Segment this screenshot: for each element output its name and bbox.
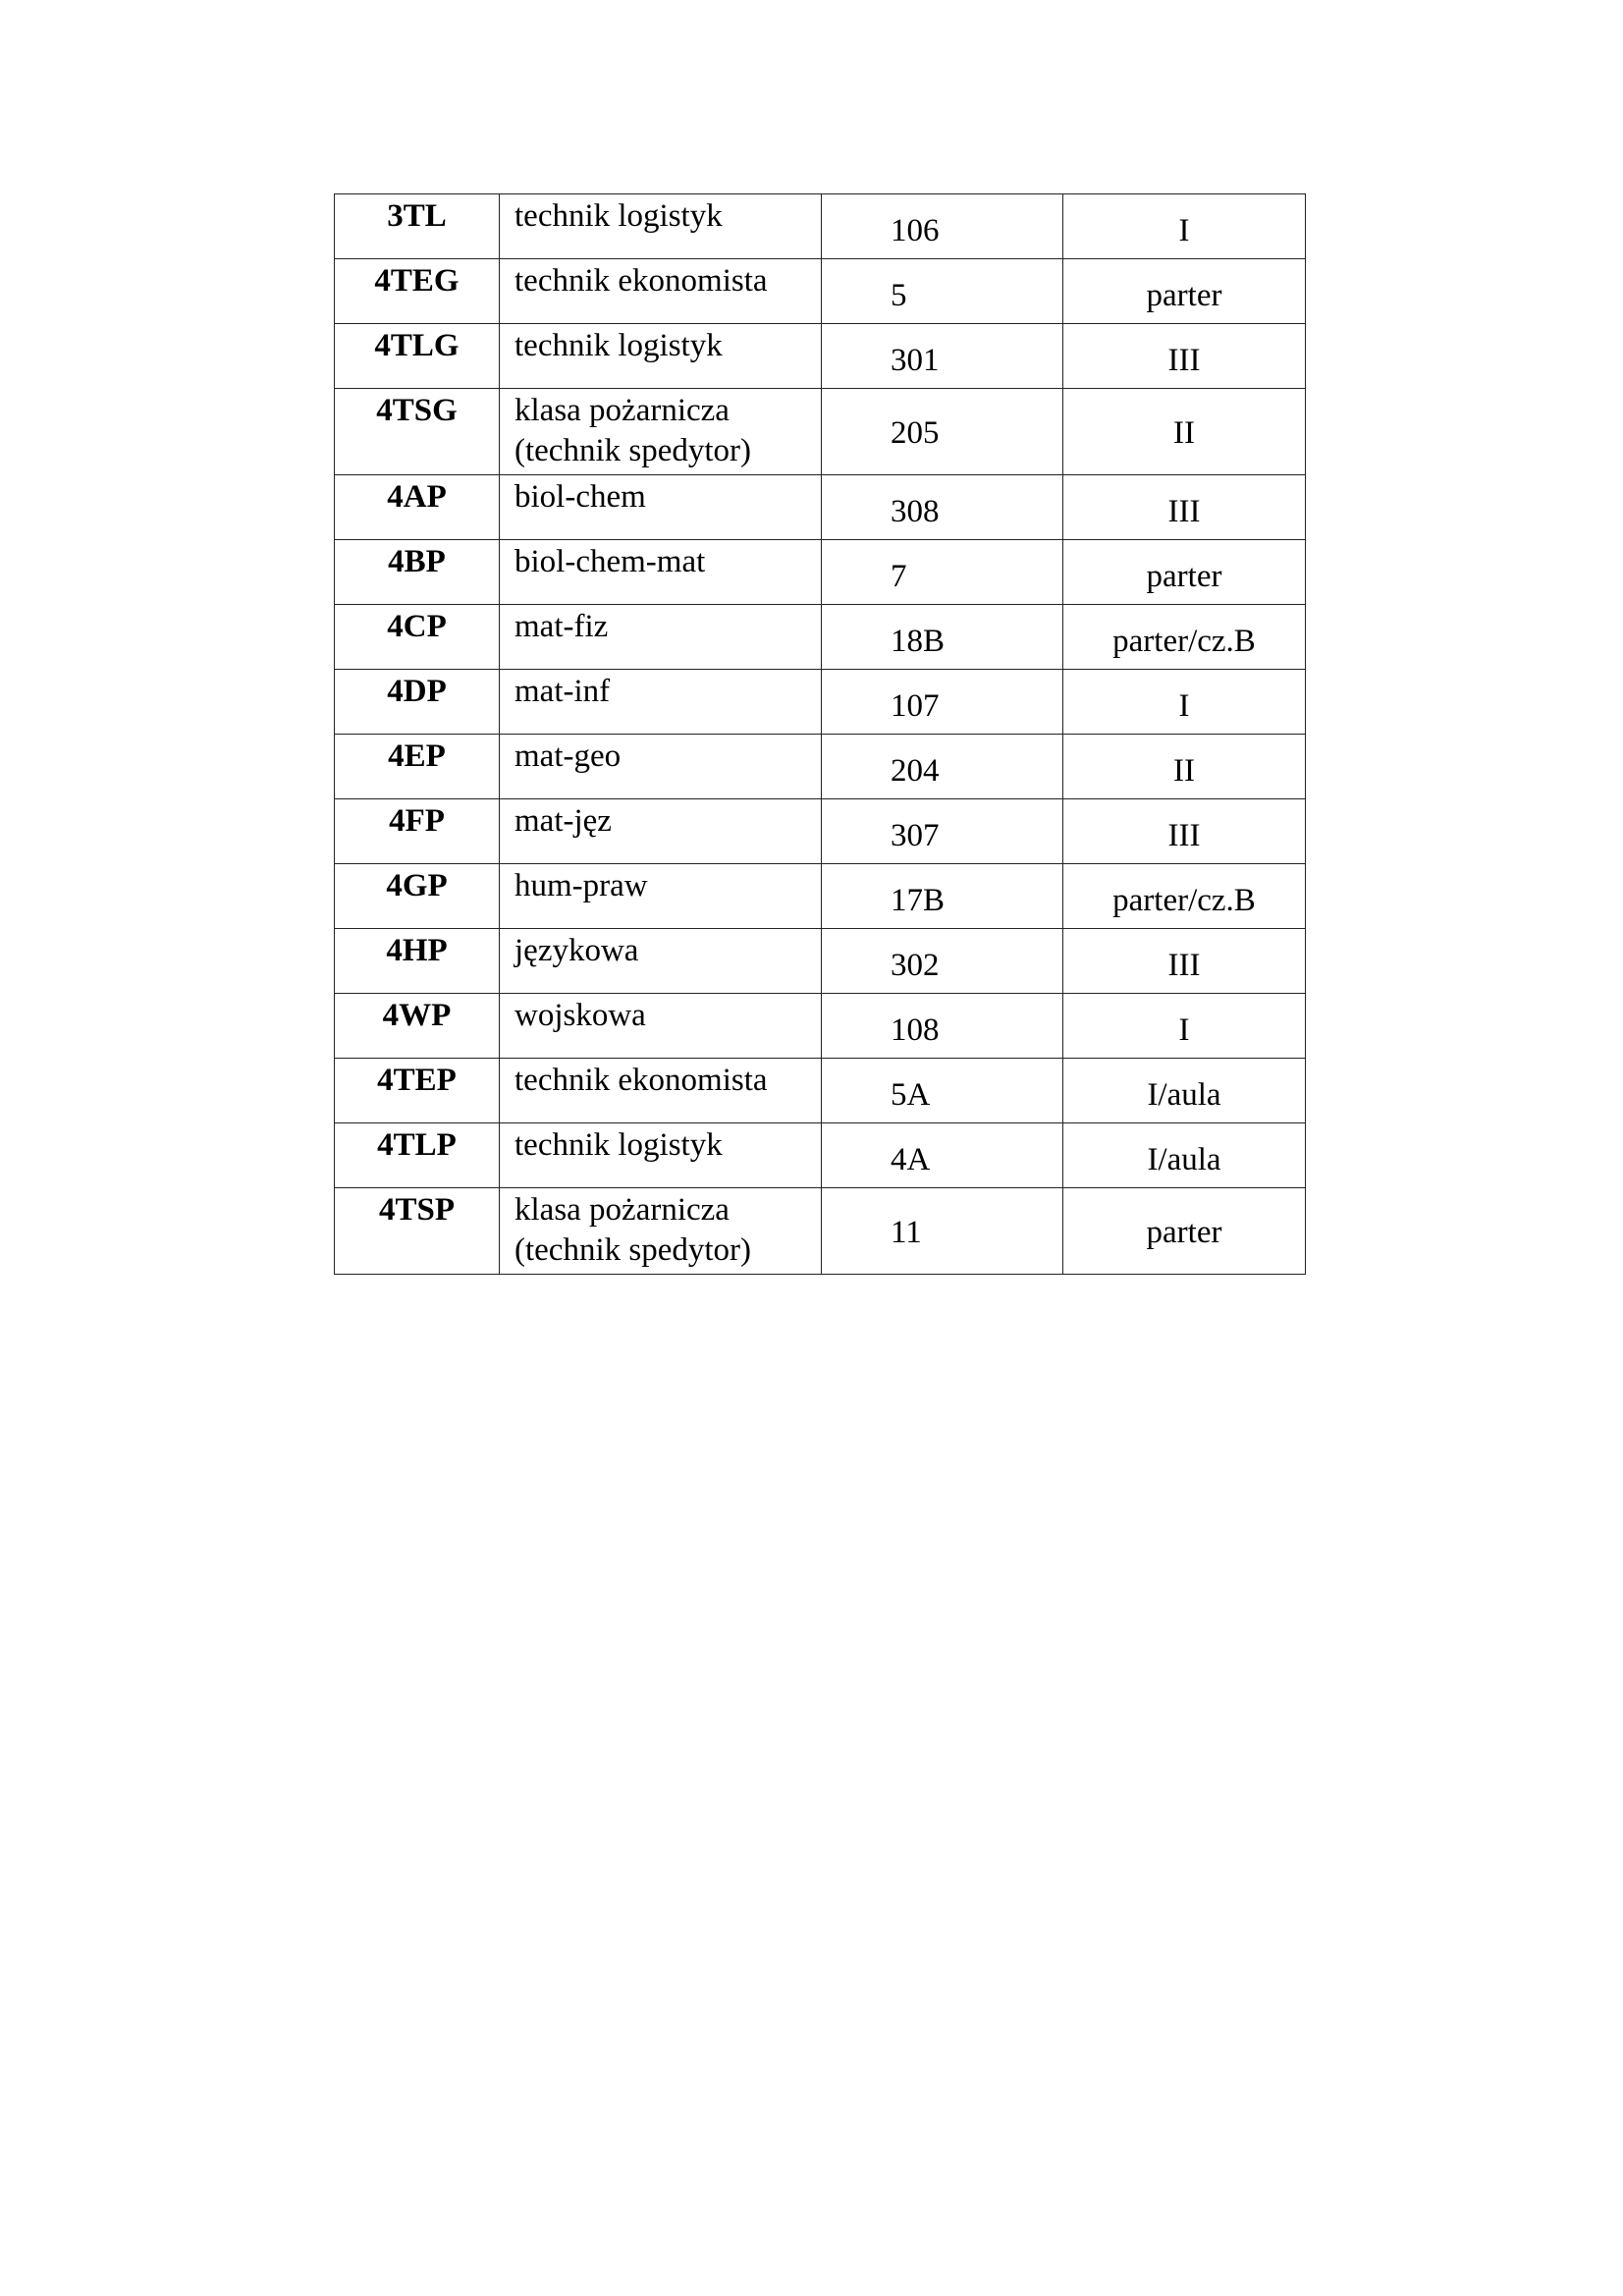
floor-cell: III (1063, 324, 1306, 389)
class-room-table (334, 193, 1306, 1275)
floor-cell: parter/cz.B (1063, 605, 1306, 670)
table-row (335, 929, 1306, 994)
floor-cell: parter (1063, 540, 1306, 605)
room-number-cell: 11 (822, 1188, 1063, 1275)
profile-line: technik logistyk (514, 198, 723, 234)
class-name-cell: 4CP (335, 605, 500, 670)
class-name-cell: 4TSP (335, 1188, 500, 1275)
class-name-cell: 4DP (335, 670, 500, 735)
floor-cell: I (1063, 194, 1306, 259)
profile-cell (500, 194, 822, 259)
table-row (335, 735, 1306, 799)
floor-cell: I/aula (1063, 1123, 1306, 1188)
table-row (335, 540, 1306, 605)
profile-line: językowa (514, 933, 639, 968)
floor-cell: I/aula (1063, 1059, 1306, 1123)
table-row (335, 605, 1306, 670)
profile-line: technik ekonomista (514, 1063, 768, 1098)
profile-line: mat-inf (514, 674, 611, 709)
profile-cell (500, 1059, 822, 1123)
table-body (335, 194, 1306, 1275)
class-name-cell: 4FP (335, 799, 500, 864)
class-name-cell: 4GP (335, 864, 500, 929)
room-number-cell: 4A (822, 1123, 1063, 1188)
room-number-cell: 5A (822, 1059, 1063, 1123)
table-row (335, 994, 1306, 1059)
floor-cell: III (1063, 929, 1306, 994)
room-number-cell: 108 (822, 994, 1063, 1059)
room-number-cell: 301 (822, 324, 1063, 389)
table-row (335, 670, 1306, 735)
profile-cell (500, 389, 822, 475)
class-name-cell: 4AP (335, 475, 500, 540)
profile-cell (500, 540, 822, 605)
profile-line: wojskowa (514, 998, 646, 1033)
profile-line: (technik spedytor) (514, 1232, 752, 1268)
class-name-cell: 4TEP (335, 1059, 500, 1123)
profile-line: mat-jęz (514, 803, 612, 839)
profile-line: klasa pożarnicza (514, 393, 730, 428)
room-number-cell: 17B (822, 864, 1063, 929)
profile-cell (500, 864, 822, 929)
profile-cell (500, 670, 822, 735)
floor-cell: II (1063, 735, 1306, 799)
floor-cell: I (1063, 994, 1306, 1059)
profile-cell (500, 605, 822, 670)
floor-cell: II (1063, 389, 1306, 475)
table-row (335, 799, 1306, 864)
profile-line: hum-praw (514, 868, 648, 903)
table-row (335, 324, 1306, 389)
room-number-cell: 205 (822, 389, 1063, 475)
class-name-cell: 4TSG (335, 389, 500, 475)
table-row (335, 1188, 1306, 1275)
table-row (335, 389, 1306, 475)
floor-cell: I (1063, 670, 1306, 735)
room-number-cell: 107 (822, 670, 1063, 735)
class-name-cell: 4BP (335, 540, 500, 605)
table-row (335, 1059, 1306, 1123)
class-name-cell: 4HP (335, 929, 500, 994)
room-number-cell: 307 (822, 799, 1063, 864)
room-number-cell: 5 (822, 259, 1063, 324)
room-number-cell: 204 (822, 735, 1063, 799)
profile-line: biol-chem (514, 479, 646, 515)
class-name-cell: 4WP (335, 994, 500, 1059)
profile-line: mat-fiz (514, 609, 609, 644)
class-name-cell: 3TL (335, 194, 500, 259)
profile-cell (500, 799, 822, 864)
profile-cell (500, 735, 822, 799)
profile-cell (500, 259, 822, 324)
profile-line: technik logistyk (514, 328, 723, 363)
table-row (335, 194, 1306, 259)
profile-cell (500, 1188, 822, 1275)
table-row (335, 259, 1306, 324)
profile-cell (500, 1123, 822, 1188)
profile-line: technik ekonomista (514, 263, 768, 299)
floor-cell: parter (1063, 1188, 1306, 1275)
class-name-cell: 4TLG (335, 324, 500, 389)
profile-line: technik logistyk (514, 1127, 723, 1163)
room-number-cell: 308 (822, 475, 1063, 540)
floor-cell: III (1063, 799, 1306, 864)
room-number-cell: 18B (822, 605, 1063, 670)
profile-cell (500, 994, 822, 1059)
floor-cell: parter (1063, 259, 1306, 324)
floor-cell: parter/cz.B (1063, 864, 1306, 929)
table-row (335, 475, 1306, 540)
profile-cell (500, 475, 822, 540)
room-number-cell: 7 (822, 540, 1063, 605)
profile-line: (technik spedytor) (514, 433, 752, 468)
profile-line: klasa pożarnicza (514, 1192, 730, 1228)
class-name-cell: 4EP (335, 735, 500, 799)
class-name-cell: 4TEG (335, 259, 500, 324)
profile-line: biol-chem-mat (514, 544, 706, 579)
profile-cell (500, 929, 822, 994)
profile-line: mat-geo (514, 738, 622, 774)
room-number-cell: 302 (822, 929, 1063, 994)
table-row (335, 864, 1306, 929)
profile-cell (500, 324, 822, 389)
room-number-cell: 106 (822, 194, 1063, 259)
table-row (335, 1123, 1306, 1188)
floor-cell: III (1063, 475, 1306, 540)
class-name-cell: 4TLP (335, 1123, 500, 1188)
